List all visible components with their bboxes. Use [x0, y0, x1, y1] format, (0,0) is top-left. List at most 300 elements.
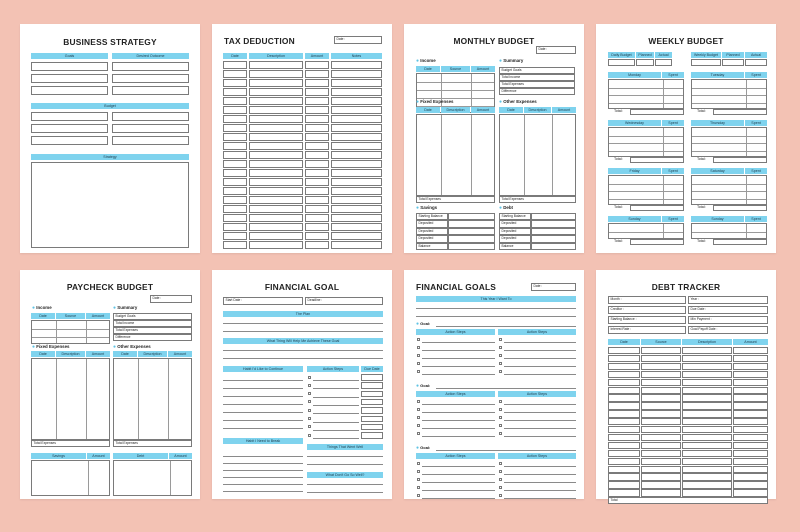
- debt-cell[interactable]: [733, 394, 768, 401]
- checkbox-icon[interactable]: [499, 470, 502, 473]
- checkbox-icon[interactable]: [499, 370, 502, 373]
- debt-cell[interactable]: [682, 473, 732, 480]
- checkbox-icon[interactable]: [499, 346, 502, 349]
- tax-cell[interactable]: [331, 178, 382, 186]
- tax-cell[interactable]: [305, 106, 329, 114]
- tax-cell[interactable]: [305, 187, 329, 195]
- debt-cell[interactable]: [733, 481, 768, 488]
- checkbox-icon[interactable]: [417, 370, 420, 373]
- checkbox-icon[interactable]: [417, 478, 420, 481]
- debt-cell[interactable]: [608, 379, 640, 386]
- creditor-field[interactable]: Creditor :: [608, 306, 686, 314]
- tax-cell[interactable]: [249, 124, 303, 132]
- tax-cell[interactable]: [223, 178, 247, 186]
- savings-row-label[interactable]: Deposited: [416, 228, 448, 235]
- tax-cell[interactable]: [223, 241, 247, 249]
- tax-cell[interactable]: [331, 232, 382, 240]
- date-field[interactable]: Date :: [531, 283, 576, 291]
- budget-field[interactable]: [31, 112, 108, 121]
- checkbox-icon[interactable]: [417, 462, 420, 465]
- summary-total-expenses[interactable]: Total Expenses: [499, 81, 575, 88]
- tax-cell[interactable]: [249, 142, 303, 150]
- tax-cell[interactable]: [305, 151, 329, 159]
- checkbox-icon[interactable]: [417, 494, 420, 497]
- tax-cell[interactable]: [249, 178, 303, 186]
- total-field[interactable]: [713, 239, 767, 245]
- checkbox-icon[interactable]: [499, 494, 502, 497]
- fixed-expenses-table[interactable]: [416, 114, 495, 196]
- debt-cell[interactable]: [682, 379, 732, 386]
- debt-cell[interactable]: [608, 466, 640, 473]
- tax-cell[interactable]: [223, 79, 247, 87]
- savings-row-value[interactable]: [448, 220, 495, 227]
- weekly-header-field[interactable]: [745, 59, 767, 66]
- tax-cell[interactable]: [249, 214, 303, 222]
- debt-cell[interactable]: [608, 450, 640, 457]
- total-field[interactable]: [630, 205, 684, 211]
- debt-cell[interactable]: [608, 458, 640, 465]
- checkbox-icon[interactable]: [417, 432, 420, 435]
- debt-cell[interactable]: [641, 347, 681, 354]
- tax-cell[interactable]: [305, 178, 329, 186]
- weekly-header-field[interactable]: [608, 59, 635, 66]
- tax-cell[interactable]: [331, 97, 382, 105]
- tax-cell[interactable]: [305, 169, 329, 177]
- debt-cell[interactable]: [641, 481, 681, 488]
- debt-cell[interactable]: [733, 418, 768, 425]
- tax-cell[interactable]: [249, 106, 303, 114]
- tax-cell[interactable]: [249, 79, 303, 87]
- debt-cell[interactable]: [641, 387, 681, 394]
- debt-cell[interactable]: [733, 402, 768, 409]
- tax-cell[interactable]: [223, 223, 247, 231]
- debt-cell[interactable]: [641, 355, 681, 362]
- tax-cell[interactable]: [331, 151, 382, 159]
- tax-cell[interactable]: [331, 160, 382, 168]
- tax-cell[interactable]: [331, 169, 382, 177]
- tax-cell[interactable]: [331, 133, 382, 141]
- tax-cell[interactable]: [305, 79, 329, 87]
- debt-cell[interactable]: [682, 394, 732, 401]
- debt-cell[interactable]: [733, 387, 768, 394]
- day-table[interactable]: [691, 127, 767, 157]
- debt-cell[interactable]: [641, 466, 681, 473]
- day-table[interactable]: [608, 223, 684, 239]
- tax-cell[interactable]: [305, 97, 329, 105]
- checkbox-icon[interactable]: [417, 354, 420, 357]
- tax-cell[interactable]: [223, 232, 247, 240]
- debt-cell[interactable]: [682, 466, 732, 473]
- debt-cell[interactable]: [733, 426, 768, 433]
- tax-cell[interactable]: [305, 241, 329, 249]
- checkbox-icon[interactable]: [499, 416, 502, 419]
- tax-cell[interactable]: [331, 223, 382, 231]
- checkbox-icon[interactable]: [308, 392, 311, 395]
- tax-cell[interactable]: [305, 142, 329, 150]
- tax-cell[interactable]: [223, 151, 247, 159]
- budget-field[interactable]: [31, 136, 108, 145]
- debt-cell[interactable]: [608, 355, 640, 362]
- debt-cell[interactable]: [608, 489, 640, 496]
- tax-cell[interactable]: [249, 151, 303, 159]
- tax-cell[interactable]: [331, 196, 382, 204]
- debt-cell[interactable]: [682, 434, 732, 441]
- debt-cell[interactable]: [733, 442, 768, 449]
- debt-cell[interactable]: [733, 355, 768, 362]
- debt-cell[interactable]: [641, 489, 681, 496]
- checkbox-icon[interactable]: [499, 462, 502, 465]
- tax-cell[interactable]: [305, 214, 329, 222]
- summary-budget-goals[interactable]: Budget Goals: [499, 67, 575, 74]
- tax-cell[interactable]: [331, 115, 382, 123]
- total-field[interactable]: [630, 109, 684, 115]
- total-field[interactable]: [713, 205, 767, 211]
- debt-cell[interactable]: [641, 426, 681, 433]
- debt-cell[interactable]: [608, 402, 640, 409]
- budget-field[interactable]: [31, 124, 108, 133]
- budget-field[interactable]: [112, 124, 189, 133]
- debt-cell[interactable]: [682, 387, 732, 394]
- checkbox-icon[interactable]: [499, 432, 502, 435]
- checkbox-icon[interactable]: [499, 354, 502, 357]
- due-date-field[interactable]: Due Date :: [688, 306, 768, 314]
- debt-cell[interactable]: [608, 363, 640, 370]
- tax-cell[interactable]: [305, 70, 329, 78]
- checkbox-icon[interactable]: [417, 424, 420, 427]
- checkbox-icon[interactable]: [308, 384, 311, 387]
- debt-row-label[interactable]: Deposited: [499, 228, 531, 235]
- fixed-total-expenses[interactable]: Total Expenses: [416, 196, 495, 203]
- debt-table[interactable]: [113, 460, 192, 496]
- checkbox-icon[interactable]: [308, 376, 311, 379]
- debt-cell[interactable]: [608, 371, 640, 378]
- savings-row-value[interactable]: [448, 213, 495, 220]
- debt-row-label[interactable]: Deposited: [499, 235, 531, 242]
- weekly-header-field[interactable]: [722, 59, 744, 66]
- other-total-expenses[interactable]: Total Expenses: [499, 196, 576, 203]
- date-field[interactable]: Date :: [150, 295, 192, 303]
- savings-row-label[interactable]: Deposited: [416, 220, 448, 227]
- tax-cell[interactable]: [223, 97, 247, 105]
- due-date-field[interactable]: [361, 399, 383, 406]
- total-field[interactable]: [713, 109, 767, 115]
- checkbox-icon[interactable]: [417, 470, 420, 473]
- debt-row-value[interactable]: [531, 243, 576, 250]
- tax-cell[interactable]: [305, 232, 329, 240]
- weekly-header-field[interactable]: [655, 59, 672, 66]
- day-table[interactable]: [608, 79, 684, 109]
- tax-cell[interactable]: [305, 160, 329, 168]
- min-payment-field[interactable]: Min Payment :: [688, 316, 768, 324]
- debt-cell[interactable]: [641, 410, 681, 417]
- strategy-field[interactable]: [31, 162, 189, 248]
- tax-cell[interactable]: [249, 169, 303, 177]
- debt-cell[interactable]: [733, 489, 768, 496]
- tax-cell[interactable]: [331, 205, 382, 213]
- tax-deduction-page: [212, 24, 392, 253]
- debt-cell[interactable]: [682, 481, 732, 488]
- other-total-expenses[interactable]: Total Expenses: [113, 440, 192, 447]
- tax-cell[interactable]: [305, 205, 329, 213]
- debt-cell[interactable]: [682, 426, 732, 433]
- tax-cell[interactable]: [223, 115, 247, 123]
- checkbox-icon[interactable]: [499, 408, 502, 411]
- tax-cell[interactable]: [331, 142, 382, 150]
- debt-cell[interactable]: [641, 473, 681, 480]
- debt-cell[interactable]: [641, 450, 681, 457]
- debt-row-label[interactable]: Starting Balance: [499, 213, 531, 220]
- deadline-field[interactable]: Deadline :: [305, 297, 383, 305]
- tax-cell[interactable]: [223, 124, 247, 132]
- other-expenses-table[interactable]: [499, 114, 576, 196]
- tax-cell[interactable]: [331, 79, 382, 87]
- tax-cell[interactable]: [331, 187, 382, 195]
- debt-row-value[interactable]: [531, 220, 576, 227]
- goal-payoff-field[interactable]: Goal Payoff Date :: [688, 326, 768, 334]
- debt-cell[interactable]: [682, 489, 732, 496]
- checkbox-icon[interactable]: [308, 425, 311, 428]
- debt-cell[interactable]: [641, 394, 681, 401]
- due-date-field[interactable]: [361, 407, 383, 414]
- budget-field[interactable]: [112, 136, 189, 145]
- date-field[interactable]: Date :: [334, 36, 382, 44]
- debt-cell[interactable]: [733, 450, 768, 457]
- debt-row-label[interactable]: Deposited: [499, 220, 531, 227]
- debt-cell[interactable]: [608, 394, 640, 401]
- savings-row-value[interactable]: [448, 243, 495, 250]
- debt-cell[interactable]: [682, 363, 732, 370]
- debt-cell[interactable]: [733, 410, 768, 417]
- debt-cell[interactable]: [608, 481, 640, 488]
- col-date: Date: [223, 53, 247, 59]
- tax-cell[interactable]: [331, 61, 382, 69]
- tax-cell[interactable]: [223, 88, 247, 96]
- debt-cell[interactable]: [682, 418, 732, 425]
- debt-cell[interactable]: [608, 426, 640, 433]
- tax-cell[interactable]: [331, 241, 382, 249]
- tax-cell[interactable]: [249, 70, 303, 78]
- checkbox-icon[interactable]: [417, 338, 420, 341]
- day-table[interactable]: [691, 175, 767, 205]
- savings-row-value[interactable]: [448, 228, 495, 235]
- due-date-field[interactable]: [361, 391, 383, 398]
- tax-cell[interactable]: [305, 61, 329, 69]
- summary-budget-goals[interactable]: Budget Goals: [113, 313, 192, 320]
- budget-field[interactable]: [112, 112, 189, 121]
- debt-cell[interactable]: [733, 363, 768, 370]
- checkbox-icon[interactable]: [417, 346, 420, 349]
- summary-difference[interactable]: Difference: [113, 334, 192, 341]
- due-date-field[interactable]: [361, 432, 383, 439]
- debt-cell[interactable]: [608, 442, 640, 449]
- month-field[interactable]: Month :: [608, 296, 686, 304]
- tax-cell[interactable]: [223, 61, 247, 69]
- outcome-field[interactable]: [112, 74, 189, 83]
- tax-cell[interactable]: [305, 133, 329, 141]
- debt-cell[interactable]: [608, 410, 640, 417]
- checkbox-icon[interactable]: [308, 417, 311, 420]
- tax-cell[interactable]: [249, 232, 303, 240]
- debt-cell[interactable]: [733, 458, 768, 465]
- tax-cell[interactable]: [331, 214, 382, 222]
- weekly-header-field[interactable]: [691, 59, 721, 66]
- due-date-field[interactable]: [361, 382, 383, 389]
- other-expenses-table[interactable]: [113, 358, 192, 440]
- savings-row-value[interactable]: [448, 235, 495, 242]
- debt-cell[interactable]: [608, 387, 640, 394]
- tax-cell[interactable]: [305, 88, 329, 96]
- debt-row-value[interactable]: [531, 228, 576, 235]
- tax-cell[interactable]: [305, 196, 329, 204]
- tax-cell[interactable]: [249, 196, 303, 204]
- tax-cell[interactable]: [331, 106, 382, 114]
- date-field[interactable]: Date :: [536, 46, 576, 54]
- checkbox-icon[interactable]: [499, 338, 502, 341]
- debt-cell[interactable]: [641, 418, 681, 425]
- debt-cell[interactable]: [733, 434, 768, 441]
- tax-cell[interactable]: [223, 214, 247, 222]
- tax-cell[interactable]: [223, 106, 247, 114]
- debt-cell[interactable]: [608, 347, 640, 354]
- debt-cell[interactable]: [682, 442, 732, 449]
- interest-rate-field[interactable]: Interest Rate :: [608, 326, 686, 334]
- debt-cell[interactable]: [733, 473, 768, 480]
- tax-cell[interactable]: [305, 124, 329, 132]
- total-field[interactable]: [713, 157, 767, 163]
- day-header: Sunday: [691, 216, 744, 222]
- tax-cell[interactable]: [223, 205, 247, 213]
- checkbox-icon[interactable]: [417, 486, 420, 489]
- tax-cell[interactable]: [223, 187, 247, 195]
- year-field[interactable]: Year :: [688, 296, 768, 304]
- day-table[interactable]: [691, 223, 767, 239]
- debt-cell[interactable]: [608, 434, 640, 441]
- tax-cell[interactable]: [249, 61, 303, 69]
- tax-cell[interactable]: [305, 223, 329, 231]
- debt-cell[interactable]: [682, 410, 732, 417]
- debt-cell[interactable]: [733, 379, 768, 386]
- due-date-field[interactable]: [361, 416, 383, 423]
- weekly-header-field[interactable]: [636, 59, 654, 66]
- debt-cell[interactable]: [608, 418, 640, 425]
- goal-field[interactable]: [31, 74, 108, 83]
- checkbox-icon[interactable]: [417, 400, 420, 403]
- savings-row-label[interactable]: Balance: [416, 243, 448, 250]
- total-row[interactable]: Total: [608, 497, 768, 504]
- tax-cell[interactable]: [331, 124, 382, 132]
- checkbox-icon[interactable]: [499, 424, 502, 427]
- outcome-field[interactable]: [112, 62, 189, 71]
- summary-total-income[interactable]: Total Income: [499, 74, 575, 81]
- tax-cell[interactable]: [249, 223, 303, 231]
- debt-row-label[interactable]: Balance: [499, 243, 531, 250]
- tax-cell[interactable]: [249, 160, 303, 168]
- debt-cell[interactable]: [682, 347, 732, 354]
- tax-cell[interactable]: [249, 88, 303, 96]
- tax-cell[interactable]: [223, 133, 247, 141]
- tax-cell[interactable]: [223, 160, 247, 168]
- debt-row-value[interactable]: [531, 213, 576, 220]
- fixed-expenses-table[interactable]: [31, 358, 110, 440]
- summary-total-expenses[interactable]: Total Expenses: [113, 327, 192, 334]
- checkbox-icon[interactable]: [499, 478, 502, 481]
- debt-cell[interactable]: [641, 458, 681, 465]
- tax-cell[interactable]: [223, 70, 247, 78]
- tax-cell[interactable]: [331, 88, 382, 96]
- tax-cell[interactable]: [223, 169, 247, 177]
- tax-cell[interactable]: [249, 97, 303, 105]
- dot-icon: ●: [416, 445, 420, 451]
- checkbox-icon[interactable]: [499, 362, 502, 365]
- debt-cell[interactable]: [733, 466, 768, 473]
- day-table[interactable]: [691, 79, 767, 109]
- debt-cell[interactable]: [641, 371, 681, 378]
- income-table[interactable]: [31, 320, 110, 344]
- checkbox-icon[interactable]: [417, 362, 420, 365]
- tax-cell[interactable]: [223, 142, 247, 150]
- summary-difference[interactable]: Difference: [499, 88, 575, 95]
- tax-cell[interactable]: [249, 133, 303, 141]
- debt-cell[interactable]: [733, 371, 768, 378]
- tax-cell[interactable]: [249, 187, 303, 195]
- debt-cell[interactable]: [682, 450, 732, 457]
- debt-row-value[interactable]: [531, 235, 576, 242]
- savings-row-label[interactable]: Starting Balance: [416, 213, 448, 220]
- checkbox-icon[interactable]: [417, 408, 420, 411]
- debt-cell[interactable]: [682, 402, 732, 409]
- savings-row-label[interactable]: Deposited: [416, 235, 448, 242]
- debt-cell[interactable]: [682, 355, 732, 362]
- tax-cell[interactable]: [249, 115, 303, 123]
- goal-field[interactable]: [31, 86, 108, 95]
- day-header: Friday: [608, 168, 661, 174]
- tax-cell[interactable]: [331, 70, 382, 78]
- fixed-total-expenses[interactable]: Total Expenses: [31, 440, 110, 447]
- tax-cell[interactable]: [249, 241, 303, 249]
- debt-cell[interactable]: [608, 473, 640, 480]
- checkbox-icon[interactable]: [308, 400, 311, 403]
- checkbox-icon[interactable]: [499, 486, 502, 489]
- debt-cell[interactable]: [641, 402, 681, 409]
- tax-cell[interactable]: [249, 205, 303, 213]
- debt-cell[interactable]: [641, 363, 681, 370]
- due-date-field[interactable]: [361, 374, 383, 381]
- checkbox-icon[interactable]: [308, 434, 311, 437]
- goal-field[interactable]: [31, 62, 108, 71]
- debt-cell[interactable]: [733, 347, 768, 354]
- start-date-field[interactable]: Start Date :: [223, 297, 303, 305]
- total-field[interactable]: [630, 239, 684, 245]
- tax-cell[interactable]: [305, 115, 329, 123]
- total-field[interactable]: [630, 157, 684, 163]
- debt-cell[interactable]: [682, 458, 732, 465]
- tax-cell[interactable]: [223, 196, 247, 204]
- checkbox-icon[interactable]: [499, 400, 502, 403]
- day-table[interactable]: [608, 127, 684, 157]
- outcome-field[interactable]: [112, 86, 189, 95]
- checkbox-icon[interactable]: [417, 416, 420, 419]
- debt-cell[interactable]: [641, 379, 681, 386]
- debt-cell[interactable]: [641, 442, 681, 449]
- summary-total-income[interactable]: Total Income: [113, 320, 192, 327]
- due-date-field[interactable]: [361, 424, 383, 431]
- debt-cell[interactable]: [641, 434, 681, 441]
- starting-balance-field[interactable]: Starting Balance :: [608, 316, 686, 324]
- day-table[interactable]: [608, 175, 684, 205]
- debt-cell[interactable]: [682, 371, 732, 378]
- checkbox-icon[interactable]: [308, 409, 311, 412]
- savings-table[interactable]: [31, 460, 110, 496]
